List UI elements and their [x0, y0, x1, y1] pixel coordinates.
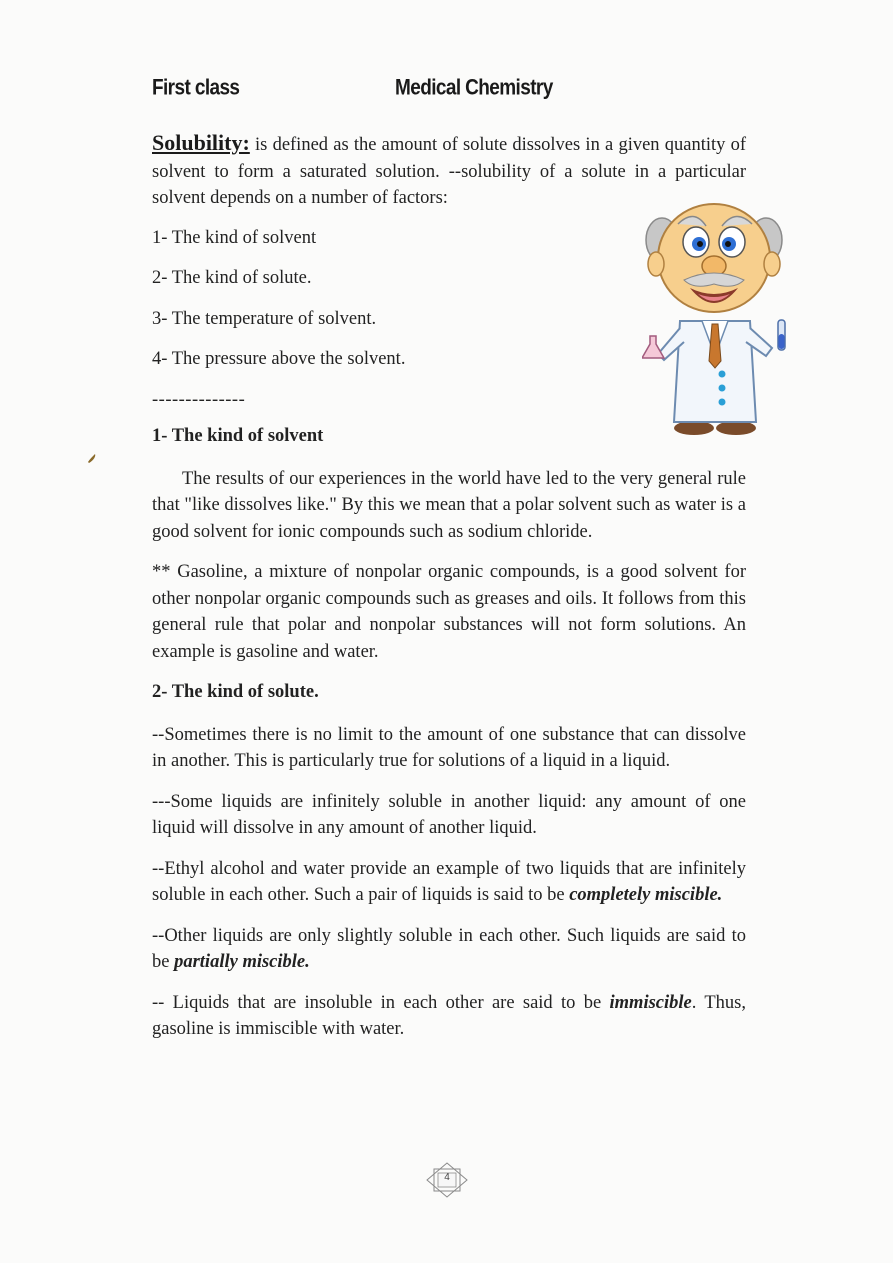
- paragraph-text: --Ethyl alcohol and water provide an example of two liquids that are infinitely soluble in each other. Such a pair of liquids is said to be: [152, 858, 746, 905]
- scientist-cartoon-icon: [642, 196, 788, 442]
- solubility-term: Solubility:: [152, 130, 250, 155]
- ink-mark-icon: [86, 452, 98, 464]
- separator-line: --------------: [152, 389, 246, 410]
- factor-item: 2- The kind of solute.: [152, 268, 312, 288]
- page-number-label: 4: [444, 1172, 450, 1183]
- paragraph-text: -- Liquids that are insoluble in each other are said to be: [152, 992, 610, 1013]
- section1-heading: 1- The kind of solvent: [152, 426, 324, 446]
- section2-paragraph: --Sometimes there is no limit to the amount of one substance that can dissolve in another. This is particularly true for solutions of a liquid in a liquid.: [152, 724, 746, 771]
- partially-miscible-term: partially miscible.: [174, 952, 310, 972]
- section2-paragraph: ---Some liquids are infinitely soluble in another liquid: any amount of one liquid will dissolve in any amount of another liquid.: [152, 791, 746, 838]
- page-header: [152, 76, 752, 106]
- section2-paragraph: [152, 856, 746, 909]
- section1-paragraph: ** Gasoline, a mixture of nonpolar organic compounds, is a good solvent for other nonpolar organic compounds such as greases and oils. It follows from this general rule that polar and nonpolar substances will not form solutions. An example is gasoline and water.: [152, 562, 746, 662]
- header-class-label: First class: [152, 76, 240, 101]
- paragraph-text: --Other liquids are only slightly soluble in each other. Such liquids are said to be: [152, 925, 746, 972]
- completely-miscible-term: completely miscible.: [569, 885, 723, 905]
- factor-item: 4- The pressure above the solvent.: [152, 349, 406, 369]
- paragraph-text: . Thus, gasoline is immiscible with water.: [152, 992, 746, 1039]
- intro-text: is defined as the amount of solute dissolves in a given quantity of solvent to form a saturated solution. --solubility of a solute in a particular solvent depends on a number of factors:: [152, 135, 746, 208]
- section2-paragraph: [152, 923, 746, 976]
- section2-heading: 2- The kind of solute.: [152, 682, 319, 702]
- factor-item: 3- The temperature of solvent.: [152, 308, 377, 329]
- page-number-ornament-icon: [426, 1162, 468, 1198]
- factor-item: 1- The kind of solvent: [152, 227, 317, 248]
- immiscible-term: immiscible: [609, 992, 692, 1013]
- section2-paragraph: [152, 990, 746, 1043]
- header-subject-title: Medical Chemistry: [395, 76, 553, 101]
- section1-paragraph: The results of our experiences in the world have led to the very general rule that "like dissolves like." By this we mean that a polar solvent such as water is a good solvent for ionic compounds such as sodium chloride.: [152, 468, 746, 542]
